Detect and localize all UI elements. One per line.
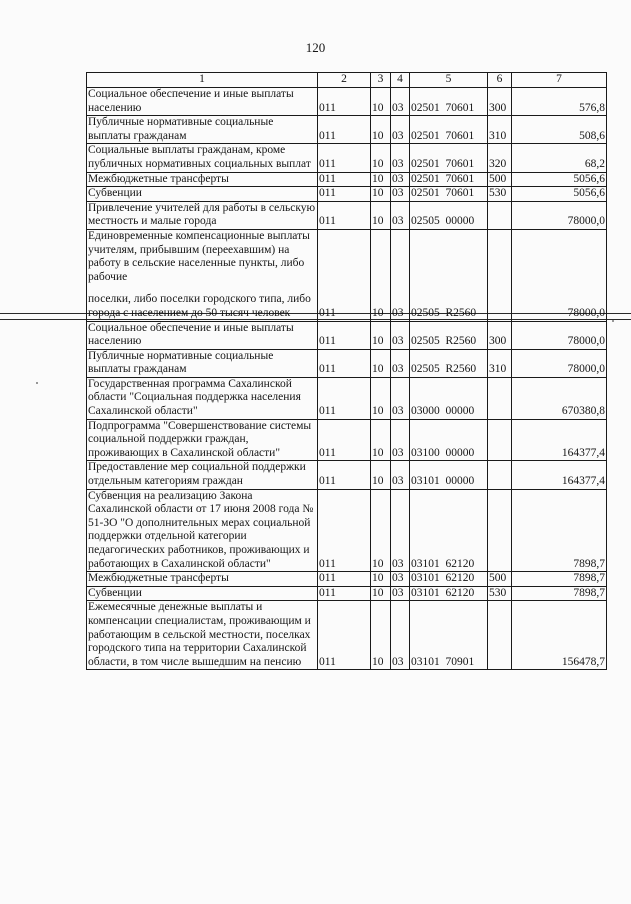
row-code-3: 10	[371, 116, 391, 144]
row-code-2: 011	[318, 586, 371, 601]
row-code-2: 011	[318, 201, 371, 229]
row-code-2: 011	[318, 187, 371, 202]
row-code-3: 10	[371, 321, 391, 349]
row-name: Социальное обеспечение и иные выплаты населению	[87, 88, 318, 116]
row-code-3: 10	[371, 229, 391, 321]
header-cell: 7	[512, 73, 607, 88]
row-code-4: 03	[391, 489, 410, 572]
row-code-5: 02501 70601	[410, 116, 488, 144]
row-code-5: 03101 62120	[410, 586, 488, 601]
row-code-6	[488, 489, 512, 572]
row-code-3: 10	[371, 419, 391, 461]
row-code-2: 011	[318, 489, 371, 572]
row-code-6	[488, 461, 512, 489]
table-row	[87, 461, 607, 489]
table-row	[87, 489, 607, 572]
row-code-6: 320	[488, 144, 512, 172]
row-amount: 164377,4	[512, 419, 607, 461]
row-code-5: 02501 70601	[410, 172, 488, 187]
row-code-6	[488, 377, 512, 419]
row-code-5: 02505 00000	[410, 201, 488, 229]
row-amount: 5056,6	[512, 187, 607, 202]
row-name	[87, 229, 318, 321]
row-amount: 156478,7	[512, 601, 607, 670]
row-code-6: 300	[488, 88, 512, 116]
table-row	[87, 201, 607, 229]
row-code-6: 500	[488, 572, 512, 587]
row-code-5: 02505 R2560	[410, 349, 488, 377]
table-row	[87, 572, 607, 587]
row-amount: 78000,0	[512, 229, 607, 321]
row-code-5: 03100 00000	[410, 419, 488, 461]
row-name: Публичные нормативные социальные выплаты гражданам	[87, 116, 318, 144]
row-amount: 670380,8	[512, 377, 607, 419]
row-code-3: 10	[371, 187, 391, 202]
row-code-2: 011	[318, 116, 371, 144]
row-code-6: 310	[488, 116, 512, 144]
table-row	[87, 419, 607, 461]
row-amount: 7898,7	[512, 586, 607, 601]
row-code-4: 03	[391, 88, 410, 116]
header-cell: 2	[318, 73, 371, 88]
row-code-6	[488, 229, 512, 321]
row-amount: 78000,0	[512, 349, 607, 377]
page-number: 120	[305, 40, 326, 55]
row-name: Социальные выплаты гражданам, кроме публичных нормативных социальных выплат	[87, 144, 318, 172]
table-row	[87, 187, 607, 202]
table-row	[87, 349, 607, 377]
row-code-6: 530	[488, 187, 512, 202]
row-code-3: 10	[371, 461, 391, 489]
header-cell: 5	[410, 73, 488, 88]
row-code-2: 011	[318, 419, 371, 461]
row-name: Ежемесячные денежные выплаты и компенсации специалистам, проживающим и работающим в сельской местности, поселках городского типа на территории Сахалинской области, в том числе вышедшим на пенсию	[87, 601, 318, 670]
row-code-4: 03	[391, 419, 410, 461]
row-name: Межбюджетные трансферты	[87, 172, 318, 187]
row-name: Публичные нормативные социальные выплаты гражданам	[87, 349, 318, 377]
header-cell: 4	[391, 73, 410, 88]
row-code-3: 10	[371, 88, 391, 116]
table-row	[87, 229, 607, 321]
scan-artifact-dot	[612, 320, 614, 322]
row-code-3: 10	[371, 601, 391, 670]
row-name: Государственная программа Сахалинской области "Социальная поддержка населения Сахалинской области"	[87, 377, 318, 419]
row-code-6: 530	[488, 586, 512, 601]
row-code-4: 03	[391, 229, 410, 321]
row-code-5: 02501 70601	[410, 144, 488, 172]
row-amount: 576,8	[512, 88, 607, 116]
row-amount: 7898,7	[512, 572, 607, 587]
row-name: Предоставление мер социальной поддержки отдельным категориям граждан	[87, 461, 318, 489]
table-row	[87, 88, 607, 116]
row-amount: 78000,0	[512, 321, 607, 349]
row-code-6	[488, 601, 512, 670]
header-cell: 1	[87, 73, 318, 88]
row-code-4: 03	[391, 187, 410, 202]
row-name: Подпрограмма "Совершенствование системы социальной поддержки граждан, проживающих в Сахалинской области"	[87, 419, 318, 461]
row-code-6: 300	[488, 321, 512, 349]
row-code-4: 03	[391, 349, 410, 377]
row-code-5: 02501 70601	[410, 187, 488, 202]
row-code-5: 03101 70901	[410, 601, 488, 670]
row-name: Привлечение учителей для работы в сельскую местность и малые города	[87, 201, 318, 229]
row-code-3: 10	[371, 172, 391, 187]
row-amount: 68,2	[512, 144, 607, 172]
header-cell: 3	[371, 73, 391, 88]
row-code-3: 10	[371, 349, 391, 377]
row-code-3: 10	[371, 201, 391, 229]
row-amount: 78000,0	[512, 201, 607, 229]
row-code-3: 10	[371, 586, 391, 601]
row-name-bottom: поселки, либо поселки городского типа, либо города с населением до 50 тысяч человек	[88, 293, 311, 319]
row-code-6: 500	[488, 172, 512, 187]
row-code-4: 03	[391, 461, 410, 489]
row-code-5: 02505 R2560	[410, 229, 488, 321]
budget-table	[86, 72, 607, 670]
row-amount: 5056,6	[512, 172, 607, 187]
row-amount: 508,6	[512, 116, 607, 144]
row-code-4: 03	[391, 586, 410, 601]
row-code-4: 03	[391, 172, 410, 187]
row-code-3: 10	[371, 572, 391, 587]
row-code-5: 02505 R2560	[410, 321, 488, 349]
table-row	[87, 172, 607, 187]
table-header-row	[87, 73, 607, 88]
scan-gap	[88, 284, 316, 293]
scan-artifact-dot	[36, 382, 38, 384]
row-code-6	[488, 419, 512, 461]
row-code-4: 03	[391, 321, 410, 349]
header-cell: 6	[488, 73, 512, 88]
table-row	[87, 144, 607, 172]
row-code-2: 011	[318, 172, 371, 187]
row-code-5: 03101 00000	[410, 461, 488, 489]
row-code-6: 310	[488, 349, 512, 377]
row-name: Субвенции	[87, 586, 318, 601]
row-code-2: 011	[318, 144, 371, 172]
row-code-2: 011	[318, 601, 371, 670]
table-row	[87, 601, 607, 670]
row-code-4: 03	[391, 572, 410, 587]
row-code-2: 011	[318, 572, 371, 587]
row-name-top: Единовременные компенсационные выплаты учителям, прибывшим (переехавшим) на работу в сельские населенные пункты, либо рабочие	[88, 229, 310, 283]
table-row	[87, 116, 607, 144]
row-code-5: 03101 62120	[410, 572, 488, 587]
row-code-4: 03	[391, 116, 410, 144]
row-amount: 164377,4	[512, 461, 607, 489]
row-code-3: 10	[371, 377, 391, 419]
row-name: Субвенция на реализацию Закона Сахалинской области от 17 июня 2008 года № 51-ЗО "О дополнительных мерах социальной поддержки отдельной категории педагогических работников, проживающих и работающих в Сахалинской области"	[87, 489, 318, 572]
row-code-3: 10	[371, 489, 391, 572]
row-code-5: 02501 70601	[410, 88, 488, 116]
row-code-2: 011	[318, 88, 371, 116]
row-code-3: 10	[371, 144, 391, 172]
row-code-4: 03	[391, 144, 410, 172]
row-code-4: 03	[391, 201, 410, 229]
table-row	[87, 377, 607, 419]
row-code-5: 03101 62120	[410, 489, 488, 572]
row-code-2: 011	[318, 461, 371, 489]
row-name: Субвенции	[87, 187, 318, 202]
row-code-6	[488, 201, 512, 229]
row-code-4: 03	[391, 601, 410, 670]
row-code-4: 03	[391, 377, 410, 419]
row-code-2: 011	[318, 349, 371, 377]
row-code-5: 03000 00000	[410, 377, 488, 419]
row-code-2: 011	[318, 321, 371, 349]
row-code-2: 011	[318, 377, 371, 419]
row-code-2: 011	[318, 229, 371, 321]
table-row	[87, 321, 607, 349]
table-row	[87, 586, 607, 601]
row-name: Социальное обеспечение и иные выплаты населению	[87, 321, 318, 349]
row-name: Межбюджетные трансферты	[87, 572, 318, 587]
row-amount: 7898,7	[512, 489, 607, 572]
